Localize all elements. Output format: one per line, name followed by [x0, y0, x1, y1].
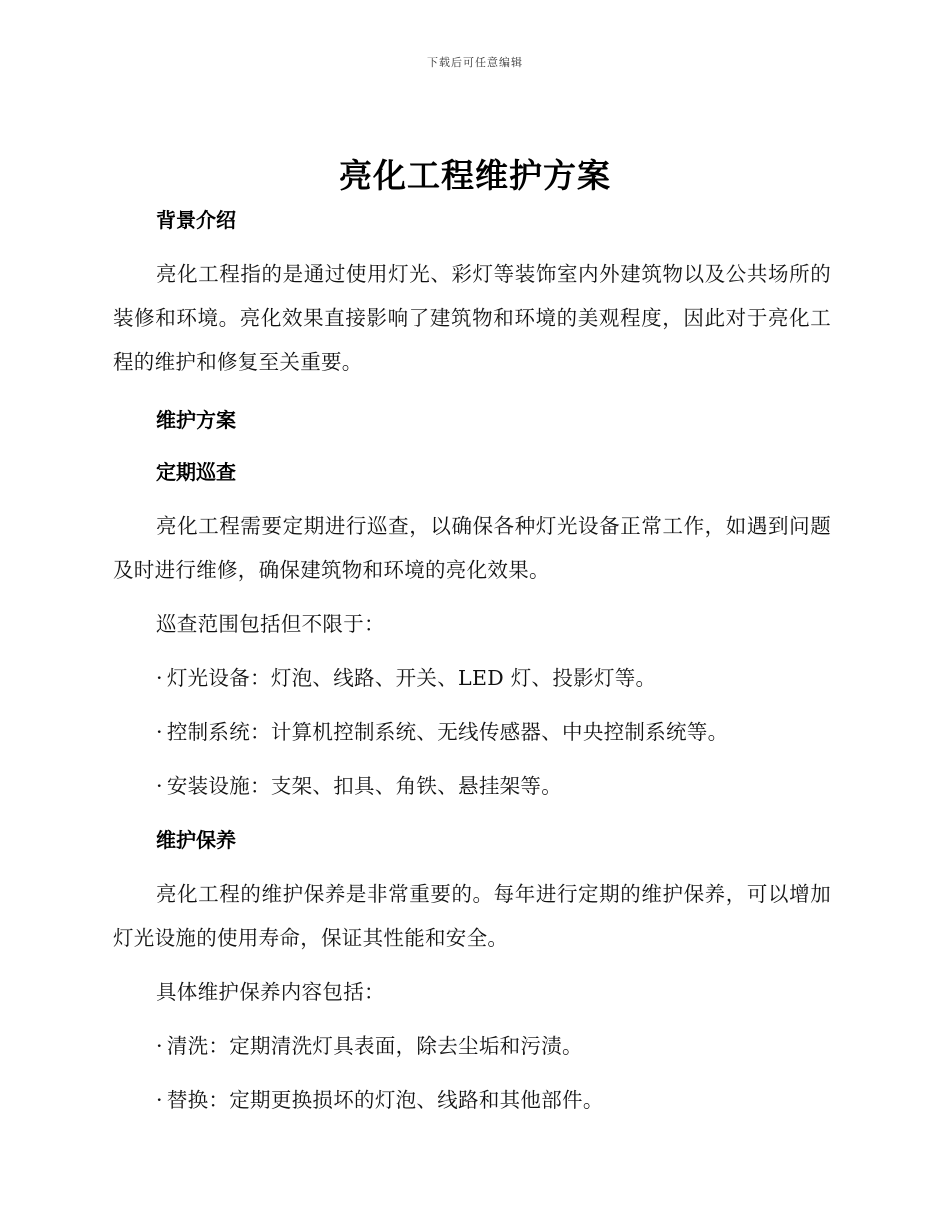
section-heading-plan: 维护方案	[156, 408, 236, 432]
list-item-text: 替换：定期更换损坏的灯泡、线路和其他部件。	[166, 1088, 604, 1112]
paragraph-maintenance: 亮化工程的维护保养是非常重要的。每年进行定期的维护保养，可以增加灯光设施的使用寿命，保证其性能和安全。	[113, 882, 831, 950]
paragraph-background: 亮化工程指的是通过使用灯光、彩灯等装饰室内外建筑物以及公共场所的装修和环境。亮化效果直接影响了建筑物和环境的美观程度，因此对于亮化工程的维护和修复至关重要。	[113, 262, 831, 374]
list-item-text: 安装设施：支架、扣具、角铁、悬挂架等。	[166, 774, 563, 798]
document-body	[113, 200, 831, 1122]
list-item	[113, 656, 831, 700]
list-item-text: 控制系统：计算机控制系统、无线传感器、中央控制系统等。	[166, 720, 729, 744]
bullet-icon: ·	[156, 720, 163, 744]
section-heading-inspection: 定期巡查	[156, 460, 236, 484]
maintenance-intro: 具体维护保养内容包括：	[156, 980, 385, 1004]
list-item	[113, 1024, 831, 1068]
bullet-icon: ·	[156, 666, 163, 690]
paragraph-inspection: 亮化工程需要定期进行巡查，以确保各种灯光设备正常工作，如遇到问题及时进行维修，确保建筑物和环境的亮化效果。	[113, 514, 831, 582]
inspection-intro: 巡查范围包括但不限于：	[156, 612, 385, 636]
list-item-text: 清洗：定期清洗灯具表面，除去尘垢和污渍。	[166, 1034, 583, 1058]
list-item	[113, 710, 831, 754]
bullet-icon: ·	[156, 1034, 163, 1058]
section-heading-background: 背景介绍	[156, 208, 236, 232]
bullet-icon: ·	[156, 774, 163, 798]
list-item	[113, 764, 831, 808]
list-item	[113, 1078, 831, 1122]
header-note: 下载后可任意编辑	[427, 56, 523, 69]
document-title: 亮化工程维护方案	[339, 156, 611, 195]
section-heading-maintenance: 维护保养	[156, 828, 236, 852]
bullet-icon: ·	[156, 1088, 163, 1112]
list-item-text: 灯光设备：灯泡、线路、开关、LED 灯、投影灯等。	[166, 666, 657, 690]
